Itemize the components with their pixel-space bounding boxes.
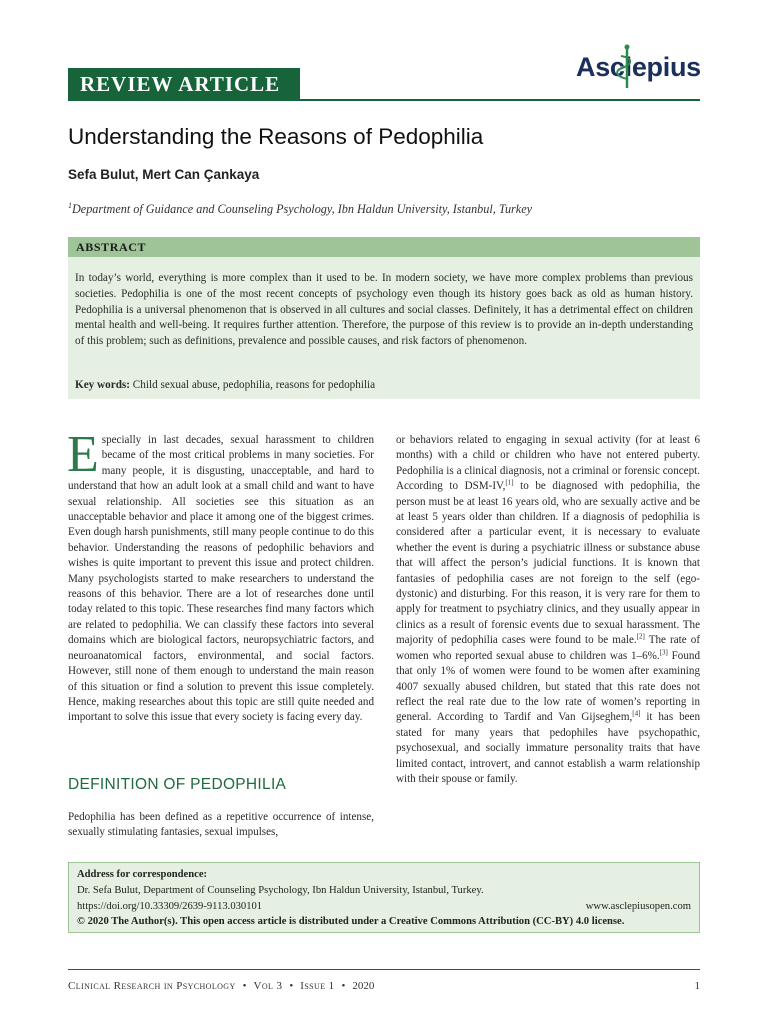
text-segment: Found that only 1% of women were found to be women after examining 4007 sexually abused children, but stated that this rate does not reflect the real rate due to the low rate of women’s reporting in general. According to Tardif and Van Gijseghem,: [396, 649, 700, 724]
publisher-logo: [576, 44, 700, 90]
text-segment: The rate of women who reported sexual abuse to children was 1–6%.: [396, 634, 701, 662]
article-type-banner: REVIEW ARTICLE: [68, 68, 300, 101]
article-title: Understanding the Reasons of Pedophilia: [68, 124, 484, 149]
year: 2020: [352, 980, 375, 992]
header-rule: [300, 99, 700, 101]
section-heading: DEFINITION OF PEDOPHILIA: [68, 776, 287, 793]
citation-1[interactable]: [1]: [505, 478, 514, 487]
keywords-text: Child sexual abuse, pedophilia, reasons for pedophilia: [132, 379, 376, 391]
keywords-label: Key words:: [75, 379, 130, 391]
affiliation: [68, 202, 532, 217]
definition-paragraph: Pedophilia has been defined as a repetitive occurrence of intense, sexually stimulating fantasies, sexual impulses,: [68, 811, 374, 839]
abstract-text: In today’s world, everything is more complex than it used to be. In modern society, we have more complex problems than previous societies. Pedophilia is one of the most recent concepts of psychology even though its history goes back as old as human history. Pedophilia is a universal phenomenon that is observed in all cultures and social classes. Definitely, it has a detrimental effect on children mental health and well-being. It requires further attention. Therefore, the purpose of this review is to provide an in-depth understanding of this problem; such as definitions, prevalence and possible causes, and risk factors of phenomenon.: [75, 272, 693, 348]
intro-paragraph: [67, 426, 374, 726]
text-segment: to be diagnosed with pedophilia, the person must be at least 16 years old, who are sexually active and be at least 5 years older than children. If a diagnosis of pedophilia is considered after a particular event, it is necessary to evaluate whether the event is during a psychiatric illness or substance abuse that will affect the person’s judicial functions. It is known that fantasies of pedophilia cases are not foreign to the self (ego-dystonic) and disturbing. For this reason, it is very rare for them to apply for treatment to psychiatry clinics, and they usually appear in clinics as a result of forensic events due to sexual harassment. The majority of pedophilia cases were found to be male.: [396, 480, 700, 647]
citation-3[interactable]: [3]: [659, 648, 668, 656]
text-segment: it has been stated for many years that pedophiles have psychopathic, psychosexual, and socially immature personality traits that have limited contact, introvert, and cannot establish a warm relationship with their spouse or family.: [396, 711, 701, 785]
doi-link[interactable]: https://doi.org/10.33309/2639-9113.030101: [77, 901, 263, 912]
journal-name: Clinical Research in Psychology: [68, 980, 236, 992]
correspondence-heading: Address for correspondence:: [77, 869, 208, 880]
separator-dot: •: [242, 980, 247, 992]
volume: Vol 3: [253, 980, 283, 992]
page-number: 1: [694, 980, 700, 992]
citation-2[interactable]: [2]: [636, 632, 645, 641]
citation-4[interactable]: [4]: [632, 709, 641, 718]
separator-dot: •: [289, 980, 294, 992]
abstract-box: [68, 237, 700, 399]
abstract-heading: ABSTRACT: [68, 237, 700, 257]
license-text: © 2020 The Author(s). This open access article is distributed under a Creative Commons Attribution (CC-BY) 4.0 license.: [77, 916, 625, 927]
logo-text: Asclepius: [576, 52, 701, 82]
running-footer: [68, 980, 374, 992]
affiliation-mark: 1: [68, 200, 72, 210]
correspondence-address: Dr. Sefa Bulut, Department of Counseling Psychology, Ibn Haldun University, Istanbul, Turkey.: [77, 885, 484, 896]
affiliation-text: Department of Guidance and Counseling Psychology, Ibn Haldun University, Istanbul, Turkey: [72, 202, 533, 216]
authors: Sefa Bulut, Mert Can Çankaya: [68, 167, 260, 182]
separator-dot: •: [341, 980, 346, 992]
caduceus-icon: [576, 44, 700, 90]
footer-rule: [68, 969, 700, 970]
intro-text: specially in last decades, sexual harassment to children became of the most critical problems in many societies. For many people, it is disgusting, unacceptable, and hard to understand that how an adult look at a small child and want to have sexual relationship. All societies see this situation as an unacceptable behavior and place it among one of the biggest crimes. Even dough harsh punishments, still many people continue to do this behavior. Understanding the reasons of pedophilic behaviors and wishes is quite important to prevent this issue and protect children. Many psychologists started to make researchers to understand the reasons of this behavior. There are a lot of researches done until today related to this topic. These researches find many factors which are related to pedophilia. We can classify these factors into several domains which are biological factors, neuropsychiatric factors, and neuroanatomical factors, environmental, and social factors. However, still none of them enough to understand the main reason of this situation or find a solution to prevent this issue completely. Hence, making researches about this topic are still quite needed and important to solve this issue that every society is facing every day.: [68, 434, 374, 724]
keywords: [75, 379, 375, 391]
website-link[interactable]: www.asclepiusopen.com: [585, 901, 691, 912]
issue: Issue 1: [300, 980, 335, 992]
correspondence-box: [68, 862, 700, 933]
drop-cap: E: [67, 426, 99, 483]
text-segment: or behaviors related to engaging in sexual activity (for at least 6 months) with a child or children who have not entered puberty. Pedophilia is a clinical diagnosis, not a criminal or forensic concept. According to DSM-IV,: [396, 434, 700, 493]
right-column-paragraph: [396, 433, 700, 787]
